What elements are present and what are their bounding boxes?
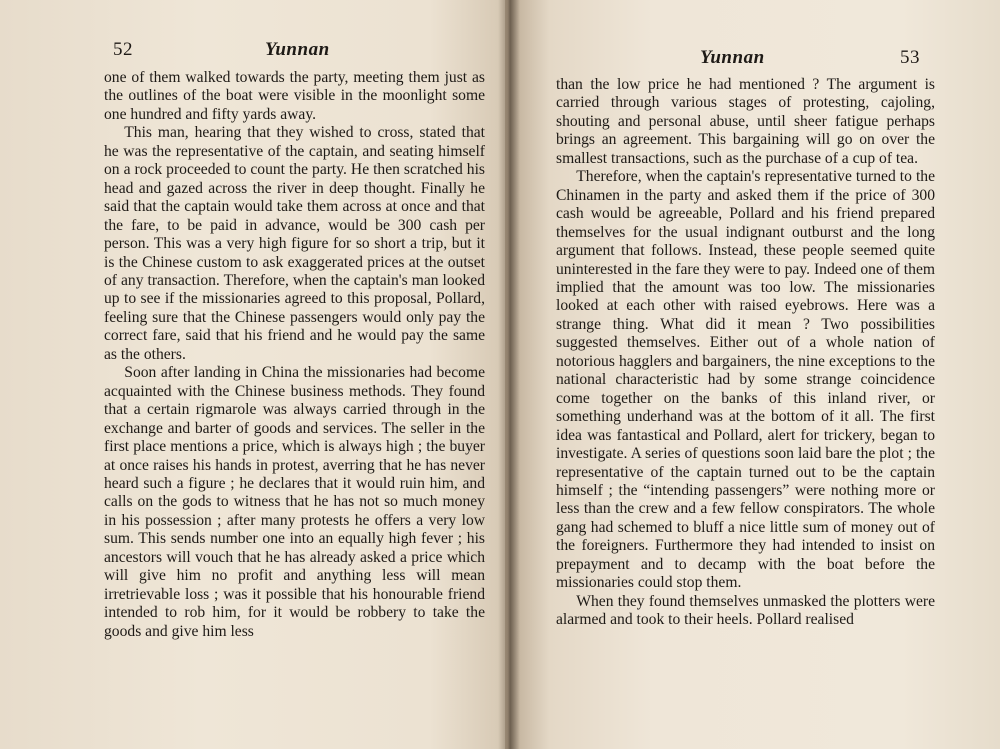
book-gutter <box>498 0 520 749</box>
right-page <box>505 0 1000 749</box>
body-text <box>556 76 935 630</box>
running-title: Yunnan <box>700 47 765 68</box>
page-number: 53 <box>900 47 920 68</box>
running-title: Yunnan <box>265 39 330 60</box>
page-number: 52 <box>113 39 133 60</box>
paragraph: Therefore, when the captain's representative turned to the Chinamen in the party and asked them if the price of 300 cash would be agreeable, Pollard and his friend prepared themselves for the usual indignant outburst and the long argument that follows. Instead, these people seemed quite uninterested in the fare they were to pay. Indeed one of them implied that the amount was too low. The missionaries looked at each other with raised eyebrows. Here was a strange thing. What did it mean ? Two possibilities suggested themselves. Either out of a whole nation of notorious hagglers and bargainers, the nine exceptions to the national characteristic had by some strange coincidence come together on the banks of this inland river, or something underhand was at the bottom of it all. The first idea was fantastical and Pollard, alert for trickery, began to investigate. A series of questions soon laid bare the plot ; the representative of the captain turned out to be the captain himself ; the “intending passengers” were nothing more or less than the crew and a few fellow conspirators. The whole gang had schemed to bluff a nice little sum of money out of the foreigners. Furthermore they had intended to insist on prepayment and to decamp with the boat before the missionaries could stop them. <box>556 168 935 592</box>
paragraph: When they found themselves unmasked the plotters were alarmed and took to their heels. Pollard realised <box>556 592 935 629</box>
body-text <box>104 69 485 641</box>
paragraph: Soon after landing in China the missionaries had become acquainted with the Chinese business methods. They found that a certain rigmarole was always carried through in the exchange and barter of goods and services. The seller in the first place mentions a price, which is always high ; the buyer at once raises his hands in protest, averring that he has never heard such a figure ; he declares that it would ruin him, and calls on the gods to witness that he has not so much money in his possession ; after many protests he offers a very low sum. This sends number one into an equally high fever ; his ancestors will vouch that he has already asked a price which will give him no profit and anything less will mean irretrievable loss ; was it possible that his honourable friend intended to rob him, for it would be robbery to take the goods and give him less <box>104 364 485 640</box>
paragraph: one of them walked towards the party, meeting them just as the outlines of the boat were visible in the moonlight some one hundred and fifty yards away. <box>104 69 485 123</box>
paragraph: than the low price he had mentioned ? The argument is carried through various stages of protesting, cajoling, shouting and personal abuse, until sheer fatigue perhaps brings an agreement. This bargaining will go on over the smallest transactions, such as the purchase of a cup of tea. <box>556 76 935 167</box>
paragraph: This man, hearing that they wished to cross, stated that he was the representative of the captain, and seating himself on a rock proceeded to count the party. He then scratched his head and gazed across the river in deep thought. Finally he said that the captain would take them across at once and that the fare, to be paid in advance, would be 300 cash per person. This was a very high figure for so short a trip, but it is the Chinese custom to ask exaggerated prices at the outset of any transaction. Therefore, when the captain's man looked up to see if the missionaries agreed to this proposal, Pollard, feeling sure that the Chinese passengers would only pay the correct fare, said that his friend and he would pay the same as the others. <box>104 124 485 363</box>
